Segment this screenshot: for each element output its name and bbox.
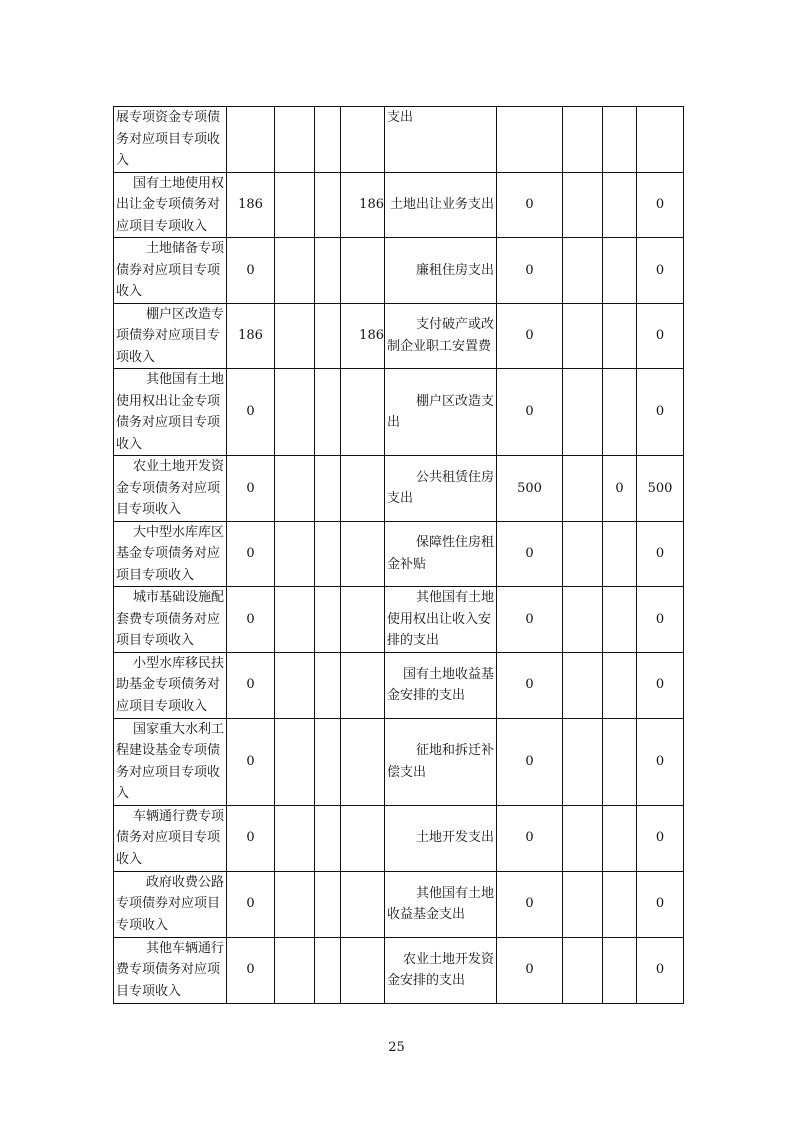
income-item-cell: [114, 303, 227, 369]
cell-line: 债券对应项目专项: [116, 262, 221, 278]
cell-line: 收入: [116, 284, 143, 299]
income-amount-cell: 0: [227, 456, 275, 522]
empty-cell: [275, 871, 315, 937]
empty-cell: [275, 937, 315, 1003]
expense-total-cell: 0: [637, 871, 684, 937]
expense-item-cell: [385, 238, 497, 304]
expense-total-cell: 0: [637, 937, 684, 1003]
income-item-cell: [114, 521, 227, 587]
expense-adjust-cell: [603, 238, 637, 304]
cell-line: 其他国有土地: [145, 372, 224, 387]
income-item-cell: [114, 456, 227, 522]
cell-line: 入: [116, 153, 130, 168]
expense-adjust-cell: [603, 652, 637, 718]
cell-line: 项目专项收入: [116, 567, 195, 583]
empty-cell: [563, 937, 603, 1003]
cell-line: 其他车辆通行: [145, 940, 224, 956]
cell-line: 制企业职工安置费: [387, 338, 492, 354]
cell-line: 项收入: [116, 349, 156, 365]
empty-cell: [563, 718, 603, 805]
empty-cell: [275, 456, 315, 522]
empty-cell: [275, 718, 315, 805]
income-item-cell: [114, 369, 227, 456]
expense-amount-cell: [497, 107, 563, 173]
income-amount-cell: 0: [227, 521, 275, 587]
expense-amount-cell: 0: [497, 718, 563, 805]
empty-cell: [315, 937, 341, 1003]
cell-line: 务对应项目专项收: [116, 764, 221, 780]
cell-line: 目专项收入: [116, 502, 182, 517]
income-amount-cell: 186: [227, 172, 275, 238]
expense-total-cell: 0: [637, 172, 684, 238]
cell-line: 廉租住房支出: [415, 262, 494, 278]
income-total-cell: [341, 871, 385, 937]
cell-line: 程建设基金专项债: [116, 743, 221, 758]
expense-item-cell: [385, 303, 497, 369]
empty-cell: [315, 652, 341, 718]
cell-line: 土地储备专项: [145, 241, 224, 256]
expense-total-cell: 0: [637, 369, 684, 456]
empty-cell: [315, 587, 341, 653]
expense-adjust-cell: [603, 369, 637, 456]
income-item-cell: [114, 718, 227, 805]
table-row: [114, 172, 684, 238]
expense-adjust-cell: [603, 587, 637, 653]
empty-cell: [563, 172, 603, 238]
cell-line: 出: [387, 415, 401, 430]
expense-amount-cell: 0: [497, 805, 563, 871]
table-row: [114, 718, 684, 805]
income-total-cell: [341, 587, 385, 653]
income-amount-cell: 0: [227, 871, 275, 937]
income-item-cell: [114, 871, 227, 937]
cell-line: 目专项收入: [116, 983, 182, 999]
table-row: [114, 871, 684, 937]
cell-line: 征地和拆迁补: [415, 743, 494, 758]
empty-cell: [315, 303, 341, 369]
empty-cell: [315, 521, 341, 587]
cell-line: 国有土地收益基: [402, 666, 494, 682]
income-total-cell: 186: [341, 172, 385, 238]
empty-cell: [563, 107, 603, 173]
cell-line: 小型水库移民扶: [132, 655, 224, 671]
income-total-cell: [341, 107, 385, 173]
expense-item-cell: [385, 652, 497, 718]
cell-line: 金补贴: [387, 556, 427, 572]
cell-line: 出让金专项债务对: [116, 197, 221, 212]
expense-amount-cell: 0: [497, 587, 563, 653]
cell-line: 收入: [116, 436, 143, 452]
table-row: [114, 805, 684, 871]
empty-cell: [315, 718, 341, 805]
income-total-cell: [341, 521, 385, 587]
expense-adjust-cell: 0: [603, 456, 637, 522]
empty-cell: [563, 521, 603, 587]
empty-cell: [563, 587, 603, 653]
income-item-cell: [114, 172, 227, 238]
expense-item-cell: [385, 369, 497, 456]
empty-cell: [563, 805, 603, 871]
empty-cell: [563, 871, 603, 937]
expense-amount-cell: 0: [497, 652, 563, 718]
cell-line: 专项收入: [116, 917, 169, 933]
expense-adjust-cell: [603, 303, 637, 369]
expense-amount-cell: 0: [497, 369, 563, 456]
empty-cell: [275, 303, 315, 369]
income-item-cell: [114, 107, 227, 173]
cell-line: 套费专项债务对应: [116, 611, 221, 627]
income-amount-cell: 0: [227, 369, 275, 456]
cell-line: 农业土地开发资: [402, 951, 494, 967]
cell-line: 助基金专项债务对: [116, 677, 221, 693]
cell-line: 金安排的支出: [387, 688, 466, 703]
income-amount-cell: 0: [227, 238, 275, 304]
cell-line: 金安排的支出: [387, 973, 466, 988]
table-row: [114, 238, 684, 304]
income-total-cell: [341, 369, 385, 456]
table-row: [114, 303, 684, 369]
cell-line: 入: [116, 786, 130, 801]
empty-cell: [563, 238, 603, 304]
empty-cell: [315, 172, 341, 238]
cell-line: 项债券对应项目专: [116, 328, 221, 343]
empty-cell: [275, 369, 315, 456]
table-row: [114, 456, 684, 522]
empty-cell: [563, 369, 603, 456]
expense-item-cell: [385, 107, 497, 173]
expense-item-cell: [385, 805, 497, 871]
expense-total-cell: 0: [637, 652, 684, 718]
expense-amount-cell: 0: [497, 172, 563, 238]
cell-line: 基金专项债务对应: [116, 546, 221, 561]
table-row: [114, 652, 684, 718]
fund-budget-table: [113, 106, 684, 1004]
table-row: [114, 521, 684, 587]
income-total-cell: 186: [341, 303, 385, 369]
empty-cell: [315, 456, 341, 522]
empty-cell: [315, 107, 341, 173]
expense-adjust-cell: [603, 871, 637, 937]
cell-line: 公共租赁住房: [415, 469, 494, 485]
income-amount-cell: 0: [227, 718, 275, 805]
income-amount-cell: [227, 107, 275, 173]
expense-amount-cell: 500: [497, 456, 563, 522]
expense-adjust-cell: [603, 937, 637, 1003]
income-amount-cell: 186: [227, 303, 275, 369]
income-total-cell: [341, 652, 385, 718]
cell-line: 棚户区改造支: [415, 393, 494, 409]
expense-item-cell: [385, 871, 497, 937]
empty-cell: [275, 652, 315, 718]
table-row: [114, 369, 684, 456]
empty-cell: [275, 587, 315, 653]
cell-line: 城市基础设施配: [132, 590, 224, 605]
cell-line: 保障性住房租: [415, 535, 494, 551]
empty-cell: [315, 238, 341, 304]
empty-cell: [275, 805, 315, 871]
expense-item-cell: [385, 521, 497, 587]
cell-line: 排的支出: [387, 633, 440, 648]
empty-cell: [563, 303, 603, 369]
expense-total-cell: [637, 107, 684, 173]
income-total-cell: [341, 238, 385, 304]
expense-amount-cell: 0: [497, 937, 563, 1003]
income-total-cell: [341, 805, 385, 871]
expense-amount-cell: 0: [497, 521, 563, 587]
cell-line: 棚户区改造专: [145, 306, 224, 322]
income-item-cell: [114, 238, 227, 304]
cell-line: 支出: [387, 110, 414, 125]
income-item-cell: [114, 805, 227, 871]
expense-amount-cell: 0: [497, 871, 563, 937]
income-amount-cell: 0: [227, 805, 275, 871]
empty-cell: [563, 456, 603, 522]
empty-cell: [315, 805, 341, 871]
expense-total-cell: 500: [637, 456, 684, 522]
empty-cell: [275, 238, 315, 304]
cell-line: 收益基金支出: [387, 907, 466, 922]
cell-line: 大中型水库库区: [132, 524, 224, 540]
cell-line: 车辆通行费专项: [132, 808, 224, 824]
income-amount-cell: 0: [227, 587, 275, 653]
table-row: [114, 937, 684, 1003]
cell-line: 国家重大水利工: [132, 721, 224, 737]
income-total-cell: [341, 718, 385, 805]
cell-line: 金专项债务对应项: [116, 480, 221, 496]
cell-line: 土地出让业务支出: [389, 197, 494, 212]
expense-total-cell: 0: [637, 521, 684, 587]
cell-line: 支付破产或改: [415, 317, 494, 333]
expense-adjust-cell: [603, 521, 637, 587]
cell-line: 使用权出让金专项: [116, 393, 221, 409]
cell-line: 其他国有土地: [415, 590, 494, 605]
cell-line: 农业土地开发资: [132, 459, 224, 474]
cell-line: 支出: [387, 491, 414, 507]
expense-item-cell: [385, 456, 497, 522]
empty-cell: [275, 172, 315, 238]
cell-line: 土地开发支出: [415, 830, 494, 846]
expense-amount-cell: 0: [497, 303, 563, 369]
cell-line: 政府收费公路: [145, 874, 224, 890]
cell-line: 应项目专项收入: [116, 698, 208, 714]
cell-line: 费专项债务对应项: [116, 962, 221, 978]
expense-item-cell: [385, 172, 497, 238]
expense-amount-cell: 0: [497, 238, 563, 304]
cell-line: 债务对应项目专项: [116, 415, 221, 430]
empty-cell: [315, 871, 341, 937]
expense-item-cell: [385, 587, 497, 653]
expense-adjust-cell: [603, 172, 637, 238]
cell-line: 专项债券对应项目: [116, 896, 221, 912]
income-amount-cell: 0: [227, 937, 275, 1003]
expense-total-cell: 0: [637, 238, 684, 304]
expense-total-cell: 0: [637, 303, 684, 369]
cell-line: 务对应项目专项收: [116, 131, 221, 147]
expense-total-cell: 0: [637, 587, 684, 653]
expense-item-cell: [385, 937, 497, 1003]
expense-total-cell: 0: [637, 805, 684, 871]
cell-line: 收入: [116, 851, 143, 867]
expense-total-cell: 0: [637, 718, 684, 805]
empty-cell: [275, 107, 315, 173]
page-number: 25: [388, 1040, 405, 1055]
expense-adjust-cell: [603, 718, 637, 805]
cell-line: 其他国有土地: [415, 885, 494, 901]
cell-line: 债务对应项目专项: [116, 830, 221, 846]
cell-line: 项目专项收入: [116, 633, 195, 648]
expense-adjust-cell: [603, 805, 637, 871]
empty-cell: [563, 652, 603, 718]
income-item-cell: [114, 652, 227, 718]
empty-cell: [315, 369, 341, 456]
cell-line: 展专项资金专项债: [116, 110, 221, 125]
expense-adjust-cell: [603, 107, 637, 173]
table-row: [114, 107, 684, 173]
income-item-cell: [114, 937, 227, 1003]
income-item-cell: [114, 587, 227, 653]
expense-item-cell: [385, 718, 497, 805]
empty-cell: [275, 521, 315, 587]
income-total-cell: [341, 456, 385, 522]
cell-line: 国有土地使用权: [132, 175, 224, 191]
cell-line: 偿支出: [387, 764, 427, 780]
table-row: [114, 587, 684, 653]
income-amount-cell: 0: [227, 652, 275, 718]
cell-line: 应项目专项收入: [116, 218, 208, 234]
income-total-cell: [341, 937, 385, 1003]
cell-line: 使用权出让收入安: [387, 611, 492, 627]
